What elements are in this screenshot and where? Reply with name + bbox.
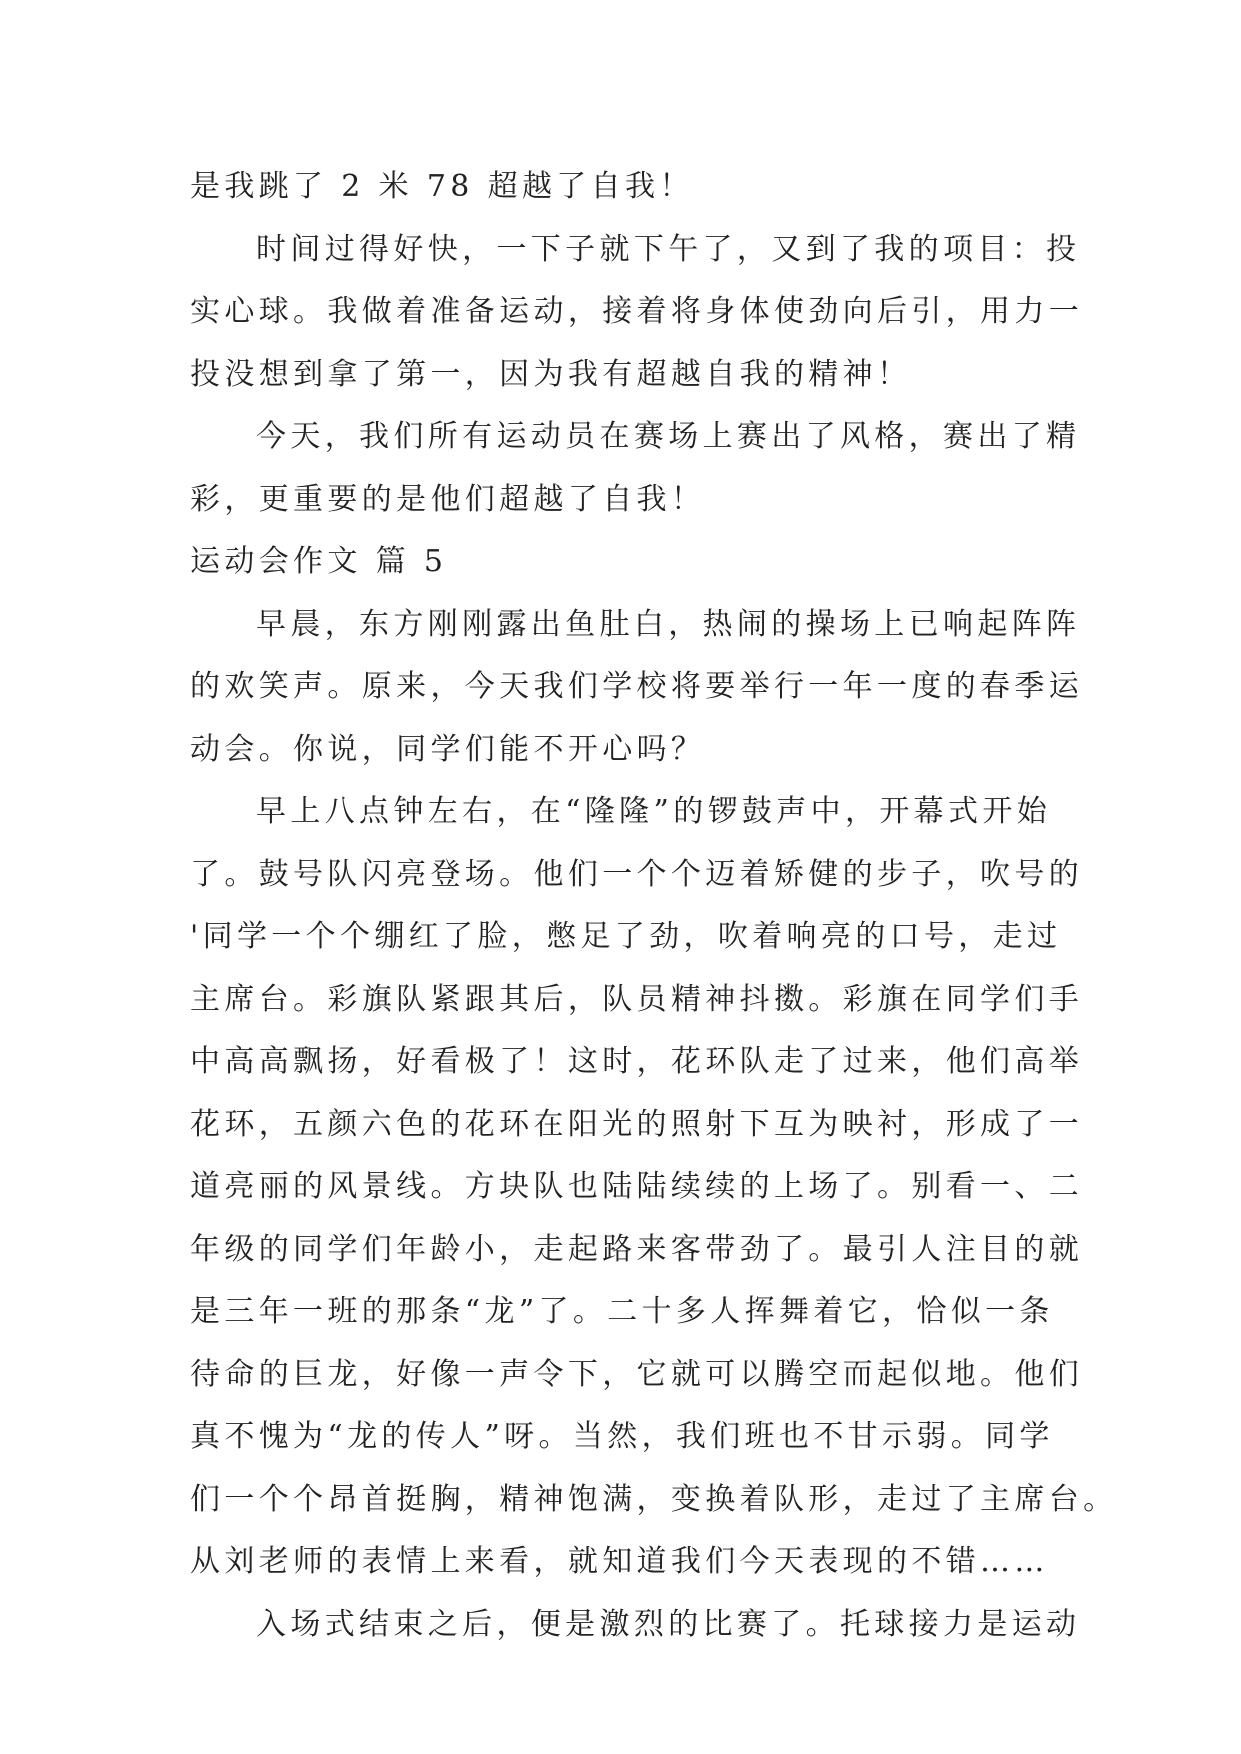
text-line: 早晨，东方刚刚露出鱼肚白，热闹的操场上已响起阵阵 (256, 606, 1081, 642)
text-line: 是三年一班的那条“龙”了。二十多人挥舞着它，恰似一条 (190, 1294, 1054, 1329)
text-line: 主席台。彩旗队紧跟其后，队员精神抖擞。彩旗在同学们手 (190, 981, 1084, 1017)
text-line: 时间过得好快，一下子就下午了，又到了我的项目：投 (256, 231, 1081, 267)
text-line: 真不愧为“龙的传人”呀。当然，我们班也不甘示弱。同学 (190, 1419, 1054, 1454)
text-line: 彩，更重要的是他们超越了自我！ (190, 481, 706, 517)
text-line: 年级的同学们年龄小，走起路来客带劲了。最引人注目的就 (190, 1231, 1084, 1267)
text-line: 投没想到拿了第一，因为我有超越自我的精神！ (190, 356, 912, 392)
text-line: 道亮丽的风景线。方块队也陆陆续续的上场了。别看一、二 (190, 1169, 1084, 1204)
text-line: 动会。你说，同学们能不开心吗？ (190, 731, 706, 767)
text-line: 从刘老师的表情上来看，就知道我们今天表现的不错…… (190, 1544, 1049, 1579)
text-line: 花环，五颜六色的花环在阳光的照射下互为映衬，形成了一 (190, 1106, 1084, 1142)
text-line: 的欢笑声。原来，今天我们学校将要举行一年一度的春季运 (190, 669, 1084, 704)
text-line: 是我跳了 2 米 78 超越了自我！ (190, 169, 694, 204)
text-line: 中高高飘扬，好看极了！这时，花环队走了过来，他们高举 (190, 1044, 1084, 1079)
text-line: '同学一个个绷红了脸，憋足了劲，吹着响亮的口号，走过 (190, 919, 1062, 954)
text-line: 实心球。我做着准备运动，接着将身体使劲向后引，用力一 (190, 294, 1084, 329)
text-line: 早上八点钟左右，在“隆隆”的锣鼓声中，开幕式开始 (256, 794, 1052, 829)
text-line: 了。鼓号队闪亮登场。他们一个个迈着矫健的步子，吹号的 (190, 856, 1084, 892)
text-line: 入场式结束之后，便是激烈的比赛了。托球接力是运动 (256, 1606, 1081, 1642)
section-heading: 运动会作文 篇 5 (190, 544, 448, 579)
article-body (190, 156, 1118, 1656)
text-line: 待命的巨龙，好像一声令下，它就可以腾空而起似地。他们 (190, 1356, 1084, 1392)
text-line: 今天，我们所有运动员在赛场上赛出了风格，赛出了精 (256, 419, 1081, 454)
text-line: 们一个个昂首挺胸，精神饱满，变换着队形，走过了主席台。 (190, 1481, 1118, 1517)
